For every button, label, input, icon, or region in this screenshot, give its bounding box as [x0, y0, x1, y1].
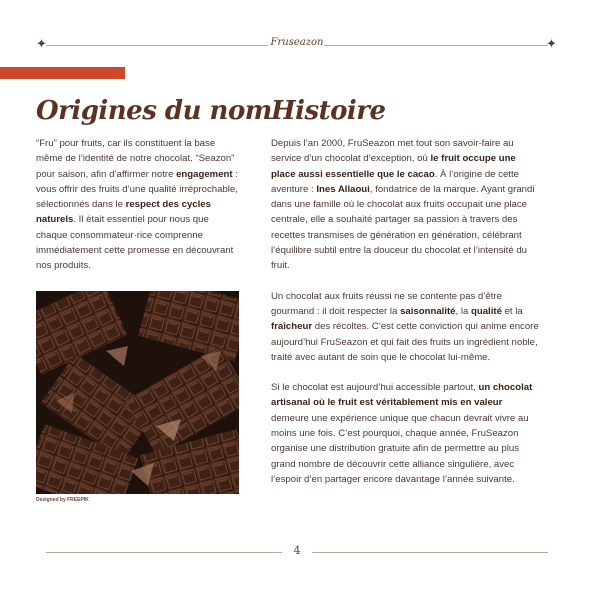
- history-paragraph-3: Si le chocolat est aujourd’hui accessible partout, un chocolat artisanal où le fruit est véritablement mis en valeur demeure une expérience unique que chacun devrait vivre au moins une fois. C’est pourquoi, chaque année, FruSeazon organise une distribution gratuite afin de permettre au plus grand nombre de découvrir cette alliance singulière, avec l’espoir d’en partager encore davantage l’année suivante.: [271, 382, 533, 485]
- emphasis-text: fraîcheur: [271, 321, 313, 333]
- history-paragraph-2: Un chocolat aux fruits réussi ne se contente pas d’être gourmand : il doit respecter la saisonnalité, la qualité et la fraîcheur des récoltes. C’est cette conviction qui anime encore aujourd’hui FruSeazon et qui fait des fruits un ingrédient noble, traité avec autant de soin que le chocolat lui-même.: [271, 290, 539, 363]
- image-credit: Designed by FREEPIK: [36, 497, 89, 503]
- footer-rule-left: [46, 552, 282, 553]
- history-title: Histoire: [271, 96, 386, 126]
- accent-bar: [0, 67, 125, 79]
- brand-name: Fruseazon: [270, 37, 324, 48]
- emphasis-text: le fruit occupe une place aussi essentielle que le cacao: [271, 153, 516, 180]
- footer-rule-right: [312, 552, 548, 553]
- sparkle-icon: ✦: [36, 37, 47, 52]
- emphasis-text: un chocolat artisanal où le fruit est véritablement mis en valeur: [271, 382, 533, 409]
- sparkle-icon: ✦: [546, 37, 557, 52]
- emphasis-text: engagement: [176, 168, 233, 180]
- origins-title: Origines du nom: [36, 96, 272, 126]
- emphasis-text: qualité: [470, 305, 502, 317]
- emphasis-text: saisonnalité: [400, 305, 456, 317]
- header-rule-left: [46, 45, 268, 46]
- emphasis-text: respect des cycles naturels: [36, 199, 211, 226]
- page-number: 4: [293, 544, 301, 557]
- emphasis-text: Ines Allaoui: [316, 183, 370, 195]
- history-text: [271, 136, 541, 502]
- chocolate-photo: [36, 291, 239, 494]
- header-rule-right: [324, 45, 548, 46]
- origins-paragraph: “Fru” pour fruits, car ils constituent la base même de l’identité de notre chocolat. “Seazon” pour saison, afin d’affirmer notre engagement : vous offrir des fruits d’une qualité irréprochable, sélectionnés dans le respect des cycles naturels. Il était essentiel pour nous que chaque consommateur·rice comprenne immédiatement cette promesse en découvrant nos produits.: [36, 138, 238, 272]
- history-paragraph-1: Depuis l’an 2000, FruSeazon met tout son savoir-faire au service d’un chocolat d’exception, où le fruit occupe une place aussi essentielle que le cacao. À l’origine de cette aventure : Ines Allaoui, fondatrice de la marque. Ayant grandi dans une famille où le chocolat aux fruits occupait une place centrale, elle a souhaité partager sa passion à travers des recettes transmises de génération en génération, célébrant l’équilibre subtil entre la douceur du chocolat et l’intensité du fruit.: [271, 138, 535, 272]
